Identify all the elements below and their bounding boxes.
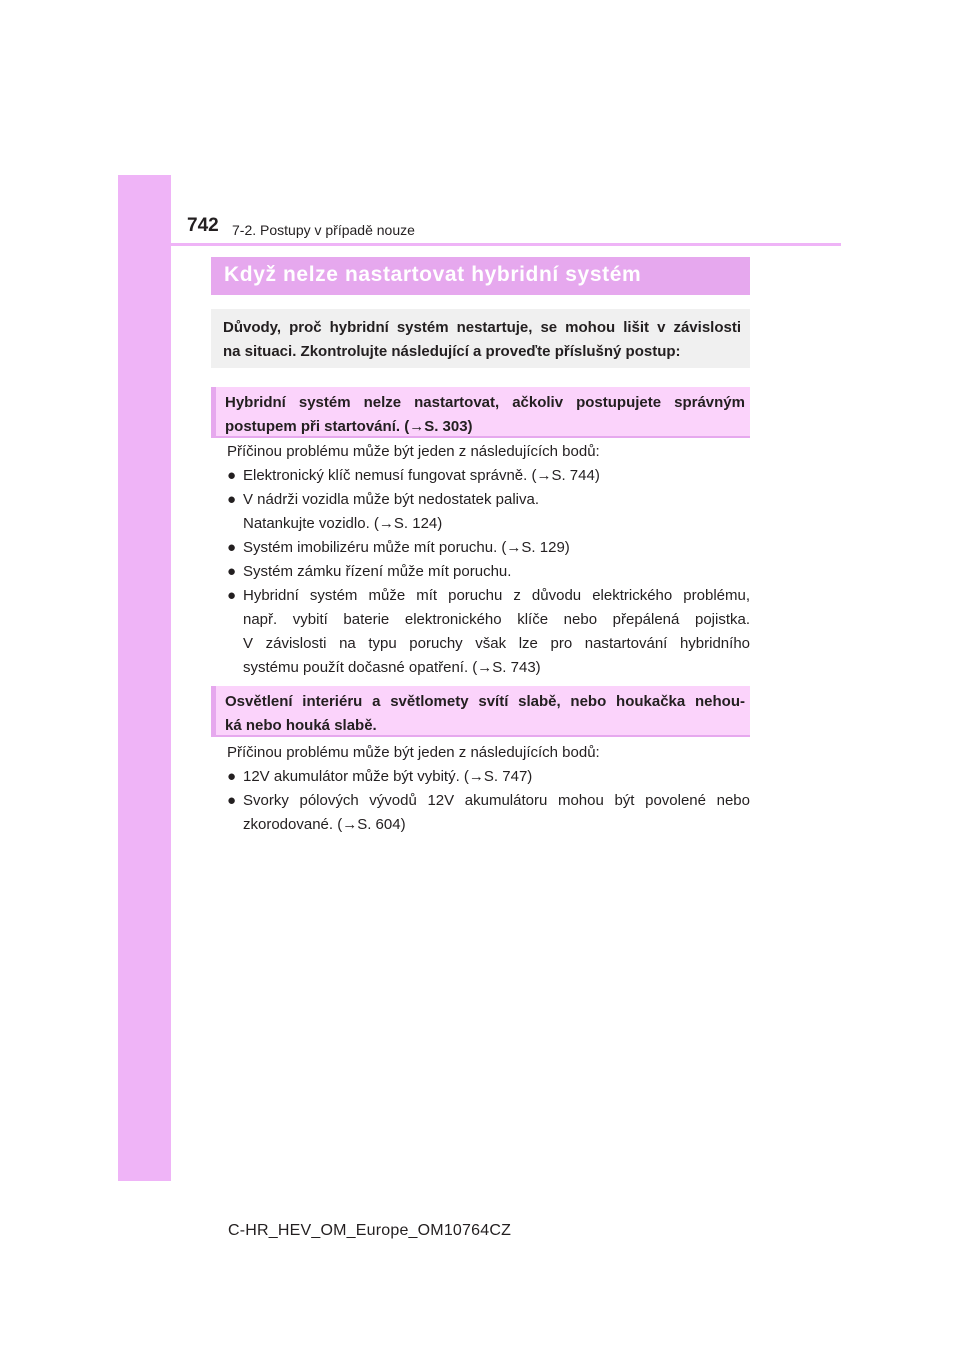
section-title: Když nelze nastartovat hybridní systém bbox=[211, 257, 750, 295]
bullet-icon: ● bbox=[227, 539, 237, 556]
subheading-line: Hybridní systém nelze nastartovat, ačkoliv postupujete správným bbox=[225, 394, 745, 411]
list-item bbox=[227, 536, 750, 560]
bullet-icon: ● bbox=[227, 768, 237, 785]
item-line: např. vybití baterie elektronického klíče nebo přepálená pojistka. bbox=[243, 611, 750, 628]
subheading-hybrid-not-starting bbox=[211, 387, 750, 438]
bullet-icon: ● bbox=[227, 792, 237, 809]
list-item bbox=[227, 789, 750, 837]
document-code: C-HR_HEV_OM_Europe_OM10764CZ bbox=[228, 1222, 512, 1239]
item-line: V závislosti na typu poruchy však lze pro nastartování hybridního bbox=[243, 635, 750, 652]
item-line: Natankujte vozidlo. (→S. 124) bbox=[243, 515, 443, 532]
list-item bbox=[227, 464, 750, 488]
item-line: Systém imobilizéru může mít poruchu. (→S. 129) bbox=[243, 539, 570, 556]
subheading-weak-lights bbox=[211, 686, 750, 737]
lead-text: Příčinou problému může být jeden z následujících bodů: bbox=[227, 744, 600, 761]
bullet-icon: ● bbox=[227, 587, 237, 604]
bullet-icon: ● bbox=[227, 491, 237, 508]
item-line: 12V akumulátor může být vybitý. (→S. 747) bbox=[243, 768, 533, 785]
item-line: systému použít dočasné opatření. (→S. 743) bbox=[243, 659, 541, 676]
page-number: 742 bbox=[187, 215, 219, 236]
list-item bbox=[227, 765, 750, 789]
item-line: Elektronický klíč nemusí fungovat správně. (→S. 744) bbox=[243, 467, 600, 484]
lead-text: Příčinou problému může být jeden z následujících bodů: bbox=[227, 443, 600, 460]
causes-list-2 bbox=[227, 741, 750, 837]
item-line: Hybridní systém může mít poruchu z důvodu elektrického problému, bbox=[243, 587, 750, 604]
list-item bbox=[227, 584, 750, 680]
bullet-icon: ● bbox=[227, 563, 237, 580]
item-line: V nádrži vozidla může být nedostatek paliva. bbox=[243, 491, 539, 508]
chapter-side-tab bbox=[118, 175, 171, 1181]
intro-line: Důvody, proč hybridní systém nestartuje, se mohou lišit v závislosti bbox=[223, 319, 741, 336]
subheading-line: postupem při startování. (→S. 303) bbox=[225, 418, 473, 435]
header-divider bbox=[171, 243, 841, 246]
subheading-line: ká nebo houká slabě. bbox=[225, 717, 377, 734]
subheading-line: Osvětlení interiéru a světlomety svítí slabě, nebo houkačka nehou- bbox=[225, 693, 745, 710]
list-item bbox=[227, 488, 750, 536]
intro-line: na situaci. Zkontrolujte následující a proveďte příslušný postup: bbox=[223, 343, 681, 360]
list-item bbox=[227, 560, 750, 584]
chapter-title: 7-2. Postupy v případě nouze bbox=[232, 222, 415, 238]
causes-list-1 bbox=[227, 440, 750, 680]
bullet-icon: ● bbox=[227, 467, 237, 484]
item-line: Svorky pólových vývodů 12V akumulátoru mohou být povolené nebo bbox=[243, 792, 750, 809]
item-line: Systém zámku řízení může mít poruchu. bbox=[243, 563, 512, 580]
intro-box bbox=[211, 309, 750, 368]
item-line: zkorodované. (→S. 604) bbox=[243, 816, 406, 833]
